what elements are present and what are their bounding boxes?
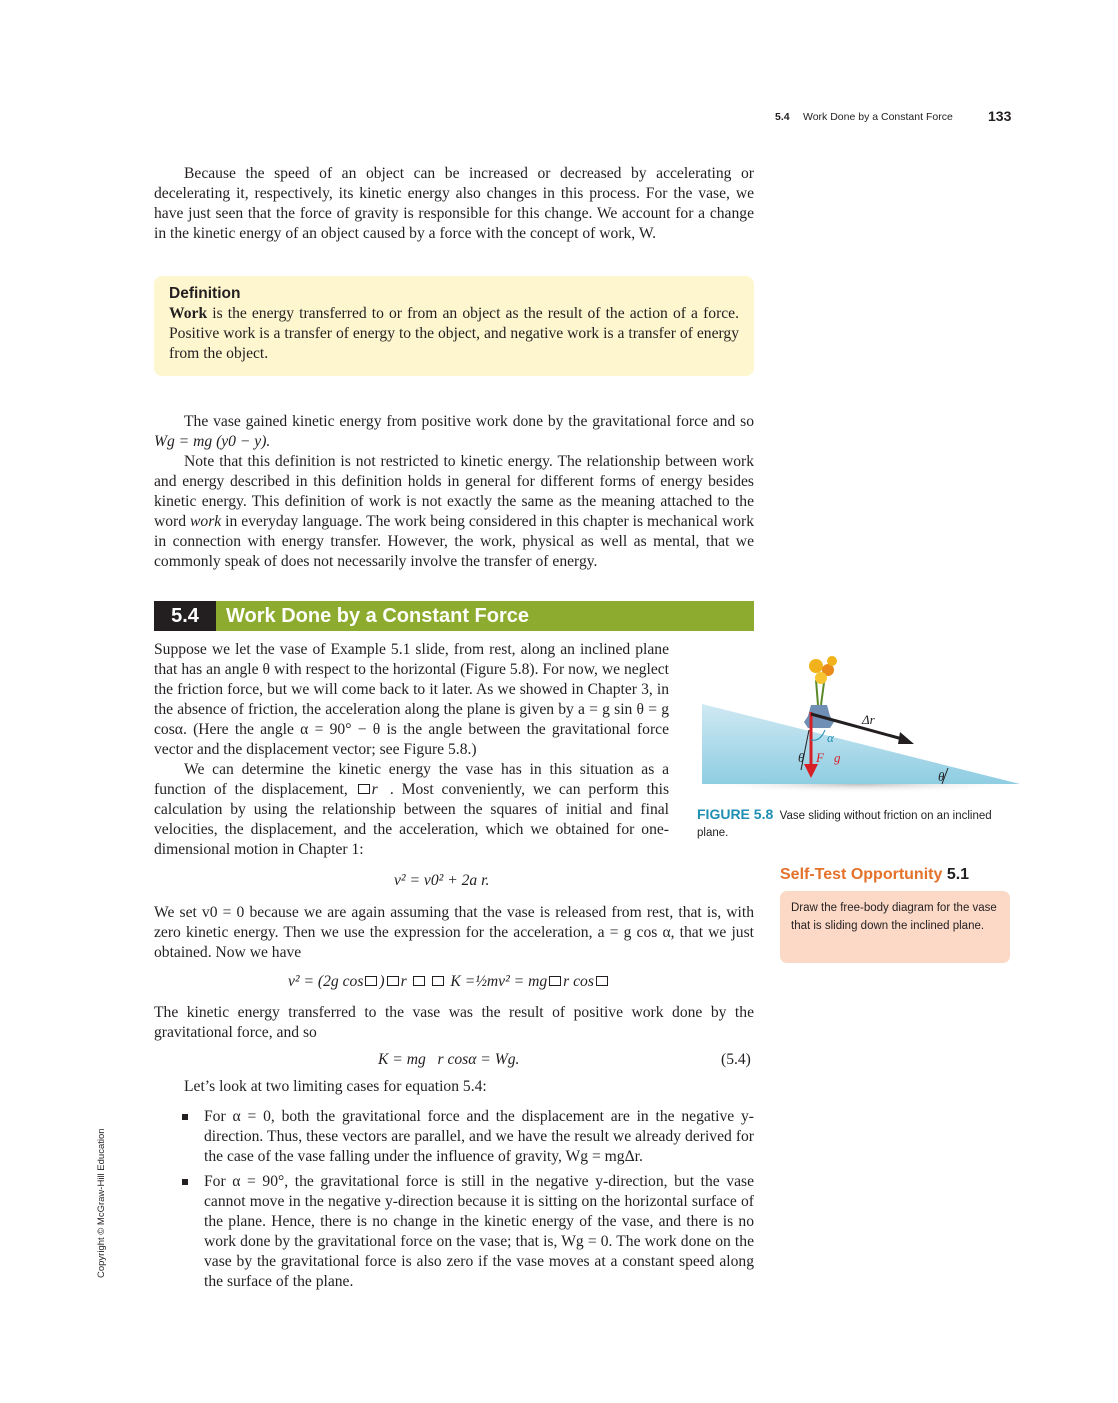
eq2-box-6 [596, 976, 608, 986]
kinetic-text-before: We can determine the kinetic energy the vase has in this situation as a function of the displacement, [154, 761, 669, 798]
theta-label-base: θ [938, 769, 945, 784]
figure-caption-text: Vase sliding without friction on an inclined plane. [697, 810, 992, 839]
equation-kinetic-energy [288, 973, 610, 991]
transfer-text: The kinetic energy transferred to the vase was the result of positive work done by the gravitational force, and so [154, 1004, 754, 1041]
eq2-right: mv² = mg [486, 973, 548, 990]
header-section: 5.4 [775, 111, 790, 123]
limiting-cases-text: Let’s look at two limiting cases for equation 5.4: [184, 1078, 487, 1095]
intro-text: Because the speed of an object can be increased or decreased by accelerating or decelerating it, respectively, its kinetic energy also changes in this process. For the vase, we have just seen that the force of gravity is responsible for this change. We account for a change in the kinetic energy of an object caused by a force with the concept of work, W. [154, 165, 754, 242]
note-word-work: work [190, 513, 222, 530]
copyright-notice [96, 1128, 116, 1278]
intro-paragraph [154, 164, 754, 244]
section-heading-bar [154, 601, 754, 631]
eq2-k: K = [450, 973, 476, 990]
eq2-box-3 [413, 976, 425, 986]
list-item [180, 1107, 754, 1167]
delta-r-label: Δr⃗ [862, 712, 885, 727]
vase-work-paragraph [154, 412, 754, 452]
alpha-label: α [827, 730, 834, 745]
eq2-box-2 [387, 976, 399, 986]
eq2-r: r [400, 973, 407, 990]
kinetic-text-after: . Most conveniently, we can perform this calculation by using the relationship between the squares of initial and final velocities, the displacement, and the acceleration, which we obtained for one-dimensional motion in Chapter 1: [154, 781, 670, 858]
eq2-box-1 [365, 976, 377, 986]
incline-paragraphs [154, 640, 669, 860]
incline-paragraph: Suppose we let the vase of Example 5.1 slide, from rest, along an inclined plane that has an angle θ with respect to the horizontal (Figure 5.8). For now, we neglect the friction force, but we will come back to it later. As we showed in Chapter 3, in the absence of friction, the acceleration along the plane is given by a = g sin θ = g cosα. (Here the angle α = 90° − θ is the angle between the gravitational force vector and the displacement vector; see Figure 5.8.) [154, 641, 669, 758]
set-v0-paragraph [154, 903, 754, 963]
list-item [180, 1172, 754, 1292]
fg-label: F⃗g [816, 750, 841, 765]
limiting-cases-list [180, 1107, 754, 1297]
missing-glyph-box [358, 784, 370, 794]
definition-text: is the energy transferred to or from an object as the result of the action of a force. Positive work is a transfer of energy to the object, and negative work is a transfer of energy from the object. [169, 305, 739, 362]
vase-flowers [809, 656, 837, 705]
header-title: Work Done by a Constant Force [803, 111, 953, 123]
eq2-half: ½ [475, 973, 487, 990]
vase-work-text: The vase gained kinetic energy from positive work done by the gravitational force and so [184, 413, 754, 430]
copyright-text: Copyright © McGraw-Hill Education [96, 1128, 107, 1278]
work-paragraphs [154, 412, 754, 572]
eq2-box-4 [432, 976, 444, 986]
limiting-cases-intro [184, 1077, 754, 1097]
theta-label-vase: θ [798, 750, 805, 765]
displacement-symbol: r⃗ [371, 781, 390, 798]
displacement-arrowhead [898, 732, 914, 744]
running-header [760, 108, 1010, 128]
definition-box [154, 276, 754, 376]
definition-title: Definition [169, 285, 241, 302]
definition-body [169, 304, 739, 364]
eq2-rcos: r cos [563, 973, 594, 990]
eq2-box-5 [549, 976, 561, 986]
equation-5-4: K = mg r cosα = Wg. [378, 1051, 520, 1068]
page-number: 133 [988, 108, 1012, 124]
bullet-text: For α = 0, both the gravitational force and the displacement are in the negative y-direction. Thus, these vectors are parallel, and we have the result we already derived for the case of the vase falling under the influence of gravity, Wg = mgΔr. [204, 1108, 754, 1165]
section-title: Work Done by a Constant Force [226, 605, 530, 627]
bullet-text: For α = 90°, the gravitational force is still in the negative y-direction, but the vase cannot move in the negative y-direction because it is sitting on the horizontal surface of the plane. Hence, there is no change in the kinetic energy of the vase, and there is no work done by the gravitational force on the vase; that is, Wg = 0. The work done on the vase by the gravitational force is also zero if the vase moves at a constant speed along the surface of the plane. [204, 1173, 754, 1290]
self-test-number: 5.1 [946, 866, 970, 883]
self-test-heading [780, 866, 969, 884]
bullet-dot [182, 1114, 188, 1120]
bullet-dot [182, 1179, 188, 1185]
vase-work-formula: Wg = mg (y0 − y). [154, 433, 271, 450]
eq2-paren: ) [379, 973, 385, 990]
self-test-text: Draw the free-body diagram for the vase that is sliding down the inclined plane. [791, 902, 997, 932]
equation-number: (5.4) [721, 1051, 751, 1068]
section-number: 5.4 [154, 601, 216, 631]
note-text-before: Note that this definition is not restricted to kinetic energy. The relationship between work and energy described in this definition holds in general for different forms of energy besides kinetic energy. This definition of work is not exactly the same as the meaning attached to the word [154, 453, 754, 530]
self-test-box [780, 891, 1010, 963]
eq2-left: v² = (2g cos [288, 973, 364, 990]
transfer-paragraph [154, 1003, 754, 1043]
equation-velocity-squared: v² = v0² + 2a r. [394, 872, 490, 889]
set-v0-text: We set v0 = 0 because we are again assuming that the vase is released from rest, that is, with zero kinetic energy. Then we use the expression for the acceleration, a = g cos α, that we just obtained. Now we have [154, 904, 754, 961]
kinetic-paragraph [154, 760, 669, 860]
self-test-title: Self-Test Opportunity [780, 866, 943, 883]
note-text-after: in everyday language. The work being considered in this chapter is mechanical work in connection with energy transfer. However, the work, physical as well as mental, that we commonly speak of does not necessarily involve the transfer of energy. [154, 513, 754, 570]
definition-term: Work [169, 305, 208, 322]
definition-note-paragraph [154, 452, 754, 572]
figure-5-8-incline-diagram [690, 650, 1030, 800]
figure-caption [697, 806, 997, 842]
figure-label: FIGURE 5.8 [697, 806, 774, 822]
inclined-plane [702, 704, 1020, 784]
